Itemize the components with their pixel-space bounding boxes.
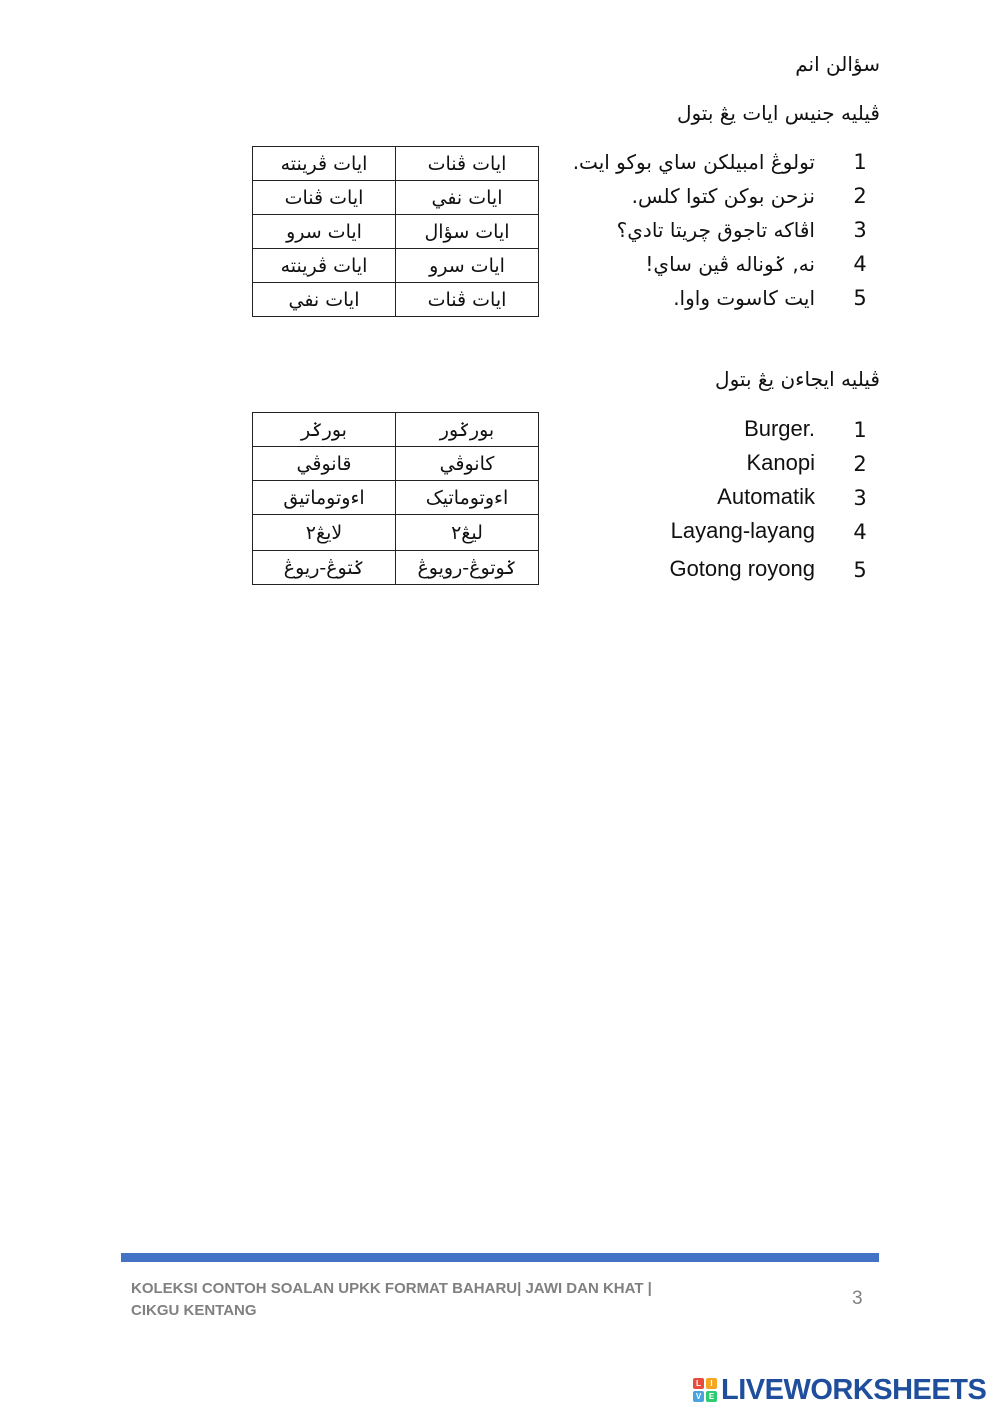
- option-cell[interactable]: ايات سؤال: [396, 215, 539, 249]
- brand-name: LIVEWORKSHEETS: [721, 1373, 987, 1406]
- option-cell[interactable]: اءوتوماتيک: [396, 481, 539, 515]
- option-cell[interactable]: اءوتوماتيق: [253, 481, 396, 515]
- option-cell[interactable]: ايات ڤنات: [253, 181, 396, 215]
- options-row: [253, 147, 539, 181]
- footer-line-2: CIKGU KENTANG: [131, 1302, 257, 1319]
- question-number: 2: [853, 184, 867, 208]
- question-number: 4: [853, 252, 867, 276]
- footer-divider: [121, 1253, 879, 1262]
- question-number: 1: [853, 418, 867, 442]
- liveworksheets-logo-icon: [693, 1378, 717, 1402]
- option-cell[interactable]: لايڠ٢: [253, 515, 396, 551]
- option-cell[interactable]: ايات ڤرينته: [253, 147, 396, 181]
- option-cell[interactable]: كانوڤي: [396, 447, 539, 481]
- question-number: 5: [853, 558, 867, 582]
- question-text: تولوڠ امبيلكن ساي بوكو ايت.: [572, 150, 815, 174]
- question-text: ايت كاسوت واوا.: [673, 286, 815, 310]
- question-text: نه, ݢوناله ڤين ساي!: [645, 252, 815, 276]
- option-cell[interactable]: بورݢر: [253, 413, 396, 447]
- section2-options-table: [252, 412, 539, 585]
- option-cell[interactable]: ليڠ٢: [396, 515, 539, 551]
- page-number: 3: [852, 1288, 863, 1309]
- footer-line-1: KOLEKSI CONTOH SOALAN UPKK FORMAT BAHARU| JAWI DAN KHAT |: [131, 1280, 652, 1297]
- options-row: [253, 215, 539, 249]
- question-number: 3: [853, 486, 867, 510]
- option-cell[interactable]: ايات نفي: [253, 283, 396, 317]
- option-cell[interactable]: ايات ڤرينته: [253, 249, 396, 283]
- question-number: 2: [853, 452, 867, 476]
- option-cell[interactable]: ايات سرو: [396, 249, 539, 283]
- option-cell[interactable]: بورݢور: [396, 413, 539, 447]
- question-number: 1: [853, 150, 867, 174]
- options-row: [253, 413, 539, 447]
- question-word: Kanopi: [746, 450, 815, 475]
- options-row: [253, 249, 539, 283]
- question-text: نزحن بوكن كتوا كلس.: [631, 184, 815, 208]
- options-row: [253, 283, 539, 317]
- question-number: 3: [853, 218, 867, 242]
- logo-letter: V: [693, 1391, 704, 1402]
- question-word: Automatik: [717, 484, 815, 509]
- page-heading: سؤالن انم: [795, 52, 880, 76]
- section1-options-table: [252, 146, 539, 317]
- question-word: Layang-layang: [670, 518, 815, 543]
- liveworksheets-logo[interactable]: [693, 1374, 986, 1406]
- option-cell[interactable]: ݢوتوڠ-رويوڠ: [396, 551, 539, 585]
- question-text: اڤاكه تاجوق چريتا تادي؟: [616, 218, 815, 242]
- option-cell[interactable]: ايات نفي: [396, 181, 539, 215]
- section1-instruction: ڤيليه جنيس ايات يڠ بتول: [676, 101, 880, 125]
- options-row: [253, 447, 539, 481]
- options-row: [253, 551, 539, 585]
- option-cell[interactable]: قانوڤي: [253, 447, 396, 481]
- question-number: 4: [853, 520, 867, 544]
- section2-instruction: ڤيليه ايجاءن يڠ بتول: [715, 367, 880, 391]
- question-number: 5: [853, 286, 867, 310]
- question-word: Gotong royong: [669, 556, 815, 581]
- option-cell[interactable]: ايات سرو: [253, 215, 396, 249]
- options-row: [253, 481, 539, 515]
- logo-letter: E: [706, 1391, 717, 1402]
- option-cell[interactable]: ݢتوڠ-ريوڠ: [253, 551, 396, 585]
- logo-letter: L: [693, 1378, 704, 1389]
- option-cell[interactable]: ايات ڤنات: [396, 283, 539, 317]
- logo-letter: I: [706, 1378, 717, 1389]
- options-row: [253, 181, 539, 215]
- question-word: Burger.: [744, 416, 815, 441]
- footer-text: [131, 1278, 731, 1322]
- options-row: [253, 515, 539, 551]
- option-cell[interactable]: ايات ڤنات: [396, 147, 539, 181]
